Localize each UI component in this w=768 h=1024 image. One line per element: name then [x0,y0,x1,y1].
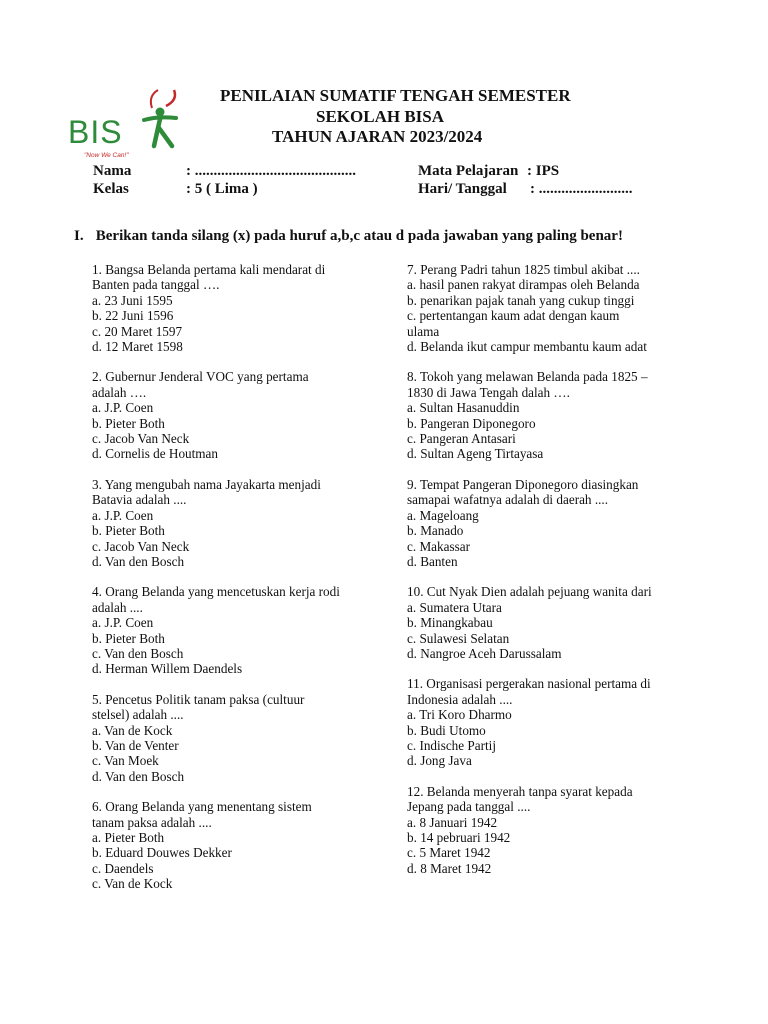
answer-option: d. Belanda ikut campur membantu kaum adat [407,339,647,355]
answer-option: b. Pieter Both [92,630,165,646]
question-stem: 5. Pencetus Politik tanam paksa (cultuur stelsel) adalah .... [92,691,305,723]
question-stem: 12. Belanda menyerah tanpa syarat kepada Jepang pada tanggal .... [407,783,633,815]
instruction-text: Berikan tanda silang (x) pada huruf a,b,c atau d pada jawaban yang paling benar! [95,228,623,244]
answer-option: b. Pieter Both [92,523,165,539]
answer-option: c. Van de Kock [92,876,173,892]
header-title: PENILAIAN SUMATIF TENGAH SEMESTER [220,86,571,105]
answer-option: c. Jacob Van Neck [92,538,190,554]
answer-option: a. J.P. Coen [92,400,154,416]
answer-option: d. Herman Willem Daendels [92,661,243,677]
question-item [407,369,697,461]
answer-option: a. 8 Januari 1942 [407,814,498,830]
question-stem: 3. Yang mengubah nama Jayakarta menjadi Batavia adalah .... [92,476,321,508]
nama-label: Nama [93,163,132,179]
school-logo [66,86,188,166]
answer-option: b. penarikan pajak tanah yang cukup tinggi [407,292,635,308]
mapel-label: Mata Pelajaran [418,163,519,179]
answer-option: c. Van den Bosch [92,645,184,661]
question-stem: 4. Orang Belanda yang mencetuskan kerja rodi adalah .... [92,584,340,615]
answer-option: b. Pieter Both [92,415,165,431]
question-item [92,369,382,461]
answer-option: a. hasil panen rakyat dirampas oleh Belanda [407,277,640,293]
hari-label: Hari/ Tanggal [418,181,507,197]
answer-option: c. 5 Maret 1942 [407,845,491,861]
section-number: I. [74,228,84,244]
question-stem: 8. Tokoh yang melawan Belanda pada 1825 – 1830 di Jawa Tengah dalah …. [407,369,648,400]
question-stem: 10. Cut Nyak Dien adalah pejuang wanita dari [407,584,652,600]
answer-option: b. Eduard Douwes Dekker [92,845,232,861]
answer-option: d. Jong Java [407,753,472,769]
header-school: SEKOLAH BISA [316,107,445,126]
question-item [92,584,382,676]
answer-option: d. Sultan Ageng Tirtayasa [407,446,544,462]
answer-option: c. Pangeran Antasari [407,431,516,447]
answer-option: a. Sumatera Utara [407,599,502,615]
question-stem: 2. Gubernur Jenderal VOC yang pertama adalah …. [92,369,309,400]
answer-option: d. 8 Maret 1942 [407,860,492,876]
answer-option: a. Pieter Both [92,830,165,845]
header-year: TAHUN AJARAN 2023/2024 [272,127,483,146]
answer-option: a. 23 Juni 1595 [92,292,173,308]
logo-tagline: "Now We Can!" [84,152,129,159]
kelas-label: Kelas [93,181,129,197]
answer-option: b. 14 pebruari 1942 [407,830,511,845]
question-item [407,477,697,569]
answer-option: a. J.P. Coen [92,507,154,523]
answer-option: c. Jacob Van Neck [92,431,190,447]
answer-option: c. Makassar [407,538,470,554]
answer-option: c. Sulawesi Selatan [407,630,510,646]
answer-option: d. Cornelis de Houtman [92,446,218,462]
question-item [92,477,382,569]
section-instruction [74,228,623,245]
question-item [407,784,697,876]
answer-option: a. Sultan Hasanuddin [407,400,520,416]
question-stem: 6. Orang Belanda yang menentang sistem tanam paksa adalah .... [92,799,312,830]
question-stem: 7. Perang Padri tahun 1825 timbul akibat .... [407,262,640,277]
bisa-figure-icon [118,86,188,156]
nama-value: : ........................................... [186,163,356,179]
question-stem: 9. Tempat Pangeran Diponegoro diasingkan samapai wafatnya adalah di daerah .... [407,476,639,508]
answer-option: c. Daendels [92,860,154,876]
question-stem: 1. Bangsa Belanda pertama kali mendarat di Banten pada tanggal …. [92,262,326,293]
answer-option: d. Banten [407,553,458,569]
answer-option: c. Indische Partij [407,737,496,753]
answer-option: b. Van de Venter [92,737,179,753]
question-item [92,262,382,354]
question-stem: 11. Organisasi pergerakan nasional pertama di Indonesia adalah .... [407,676,651,707]
answer-option: c. Van Moek [92,753,159,769]
answer-option: d. Nangroe Aceh Darussalam [407,645,562,661]
answer-option: b. Pangeran Diponegoro [407,415,536,431]
question-item [407,584,697,661]
hari-value: : ......................... [530,181,633,197]
answer-option: a. Van de Kock [92,722,173,738]
answer-option: a. Tri Koro Dharmo [407,707,512,723]
answer-option: c. 20 Maret 1597 [92,323,183,339]
question-item [92,692,382,784]
questions-right-column [407,262,697,891]
answer-option: d. 12 Maret 1598 [92,339,183,355]
answer-option: b. Minangkabau [407,615,493,631]
answer-option: c. pertentangan kaum adat dengan kaum ulama [407,308,620,339]
question-item [92,799,382,891]
answer-option: b. Budi Utomo [407,722,486,738]
question-item [407,262,697,354]
answer-option: b. 22 Juni 1596 [92,308,174,324]
answer-option: d. Van den Bosch [92,768,185,784]
answer-option: b. Manado [407,523,464,539]
logo-wordmark: BIS [68,114,123,150]
answer-option: a. J.P. Coen [92,615,154,631]
answer-option: a. Mageloang [407,507,479,523]
question-item [407,676,697,768]
mapel-value: : IPS [527,163,560,179]
answer-option: d. Van den Bosch [92,553,185,569]
questions-left-column [92,262,382,907]
kelas-value: : 5 ( Lima ) [186,181,258,197]
